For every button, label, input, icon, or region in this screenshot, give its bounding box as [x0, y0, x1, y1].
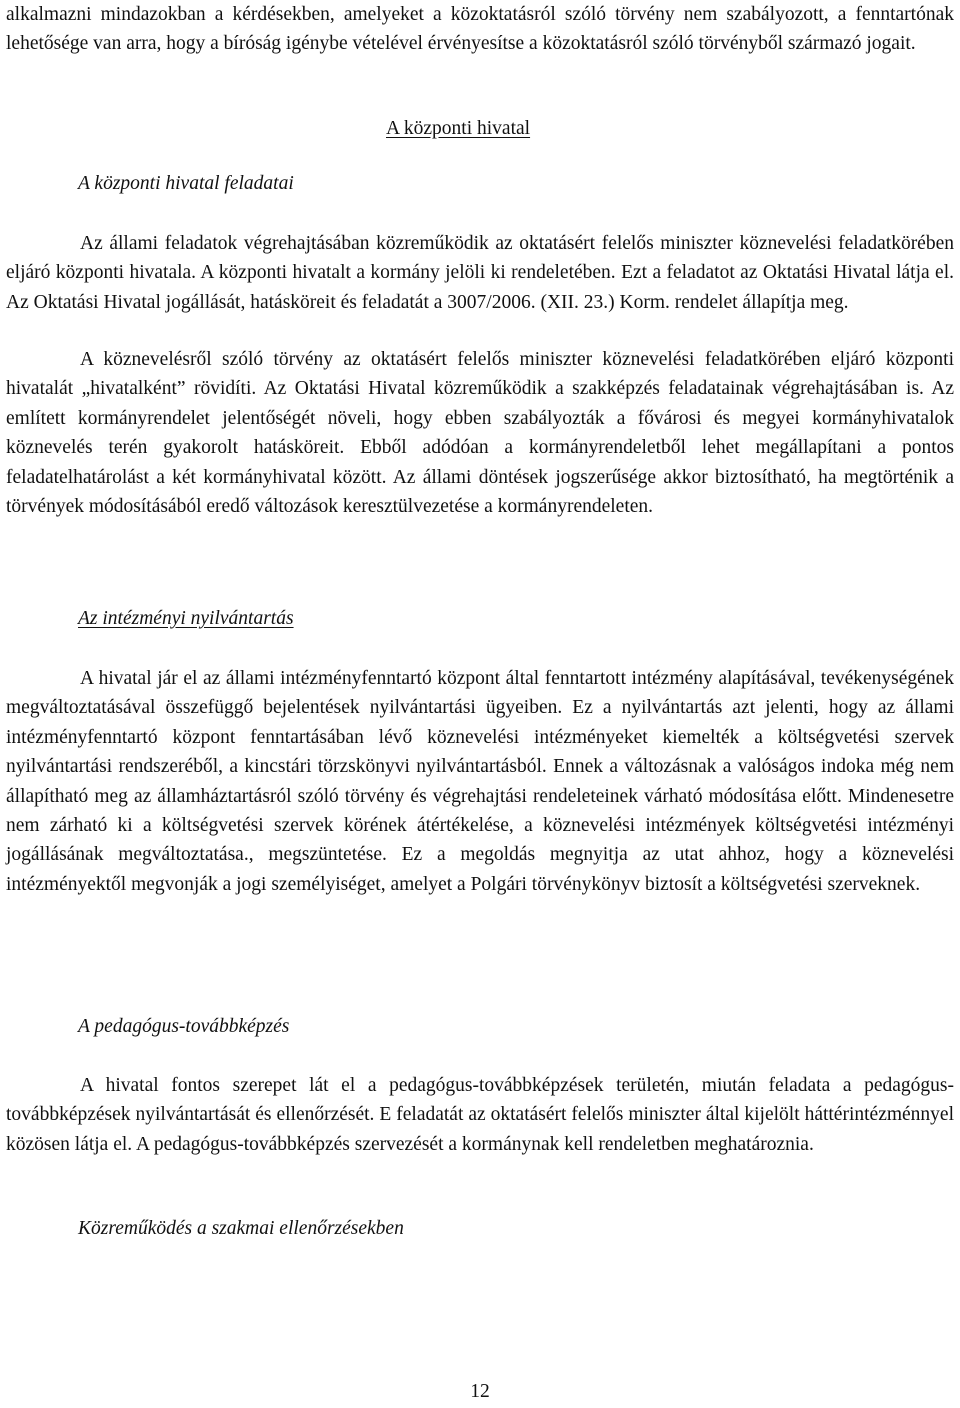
paragraph-nyilvantartas: A hivatal jár el az állami intézményfenntartó központ által fenntartott intézmény alapításával, tevékenységének megváltoztatásával összefüggő bejelentések nyilvántartási ügyeiben. Ez a nyilvántartás azt jelenti, hogy az állami intézményfenntartó központ fenntartásában lévő köznevelési intézményeket kiemelték a költségvetési szervek nyilvántartási rendszeréből, a kincstári törzskönyvi nyilvántartásból. Ennek a változásnak a valóságos indoka még nem állapítható meg az államháztartásról szóló törvény és végrehajtási rendeleteinek várható módosítása előtt. Mindenesetre nem zárható ki a költségvetési szervek körének átértékelése, a köznevelési intézmények költségvetési intézményi jogállásának megváltoztatása., megszüntetése. Ez a megoldás megnyitja az utat ahhoz, hogy a köznevelési intézményektől megvonják a jogi személyiséget, amelyet a Polgári törvénykönyv biztosít a költségvetési szerveknek. — [6, 668, 954, 895]
subsection-title-tovabbkepzes: A pedagógus-továbbképzés — [78, 1016, 290, 1037]
page-number: 12 — [470, 1381, 490, 1402]
paragraph-koznevelesi-torveny: A köznevelésről szóló törvény az oktatásért felelős miniszter köznevelési feladatkörében eljáró központi hivatalát „hivatalként” rövidíti. Az Oktatási Hivatal közreműködik a szakképzés feladatainak végrehajtásában is. Az említett kormányrendelet jelentőségét növeli, hogy ebben szabályozták a fővárosi és megyei kormányhivatalok köznevelés terén gyakorolt hatásköreit. Ebből adódóan a kormányrendeletből lehet megállapítani a pontos feladatelhatárolást a két kormányhivatal között. Az állami döntések jogszerűsége akkor biztosítható, ha megtörténik a törvények módosításából eredő változások keresztülvezetése a kormányrendeleten. — [6, 349, 954, 518]
subsection-title-ellenorzesek: Közreműködés a szakmai ellenőrzésekben — [78, 1218, 404, 1239]
subsection-title-nyilvantartas: Az intézményi nyilvántartás — [78, 608, 294, 629]
paragraph-tovabbkepzes: A hivatal fontos szerepet lát el a pedagógus-továbbképzések területén, miután feladata a pedagógus-továbbképzések nyilvántartását és ellenőrzését. E feladatát az oktatásért felelős miniszter által kijelölt háttérintézménnyel közösen látja el. A pedagógus-továbbképzés szervezését a kormánynak kell rendeletben meghatároznia. — [6, 1075, 954, 1155]
intro-paragraph: alkalmazni mindazokban a kérdésekben, amelyeket a közoktatásról szóló törvény nem szabályozott, a fenntartónak lehetősége van arra, hogy a bíróság igénybe vételével érvényesítse a közoktatásról szóló törvényből származó jogait. — [6, 4, 954, 55]
subsection-title-feladatai: A központi hivatal feladatai — [78, 173, 294, 194]
paragraph-kozponti-hivatal: Az állami feladatok végrehajtásában közreműködik az oktatásért felelős miniszter köznevelési feladatkörében eljáró központi hivatala. A központi hivatalt a kormány jelöli ki rendeletében. Ezt a feladatot az Oktatási Hivatal látja el. Az Oktatási Hivatal jogállását, hatásköreit és feladatát a 3007/2006. (XII. 23.) Korm. rendelet állapítja meg. — [6, 233, 954, 313]
section-title: A központi hivatal — [386, 118, 531, 139]
